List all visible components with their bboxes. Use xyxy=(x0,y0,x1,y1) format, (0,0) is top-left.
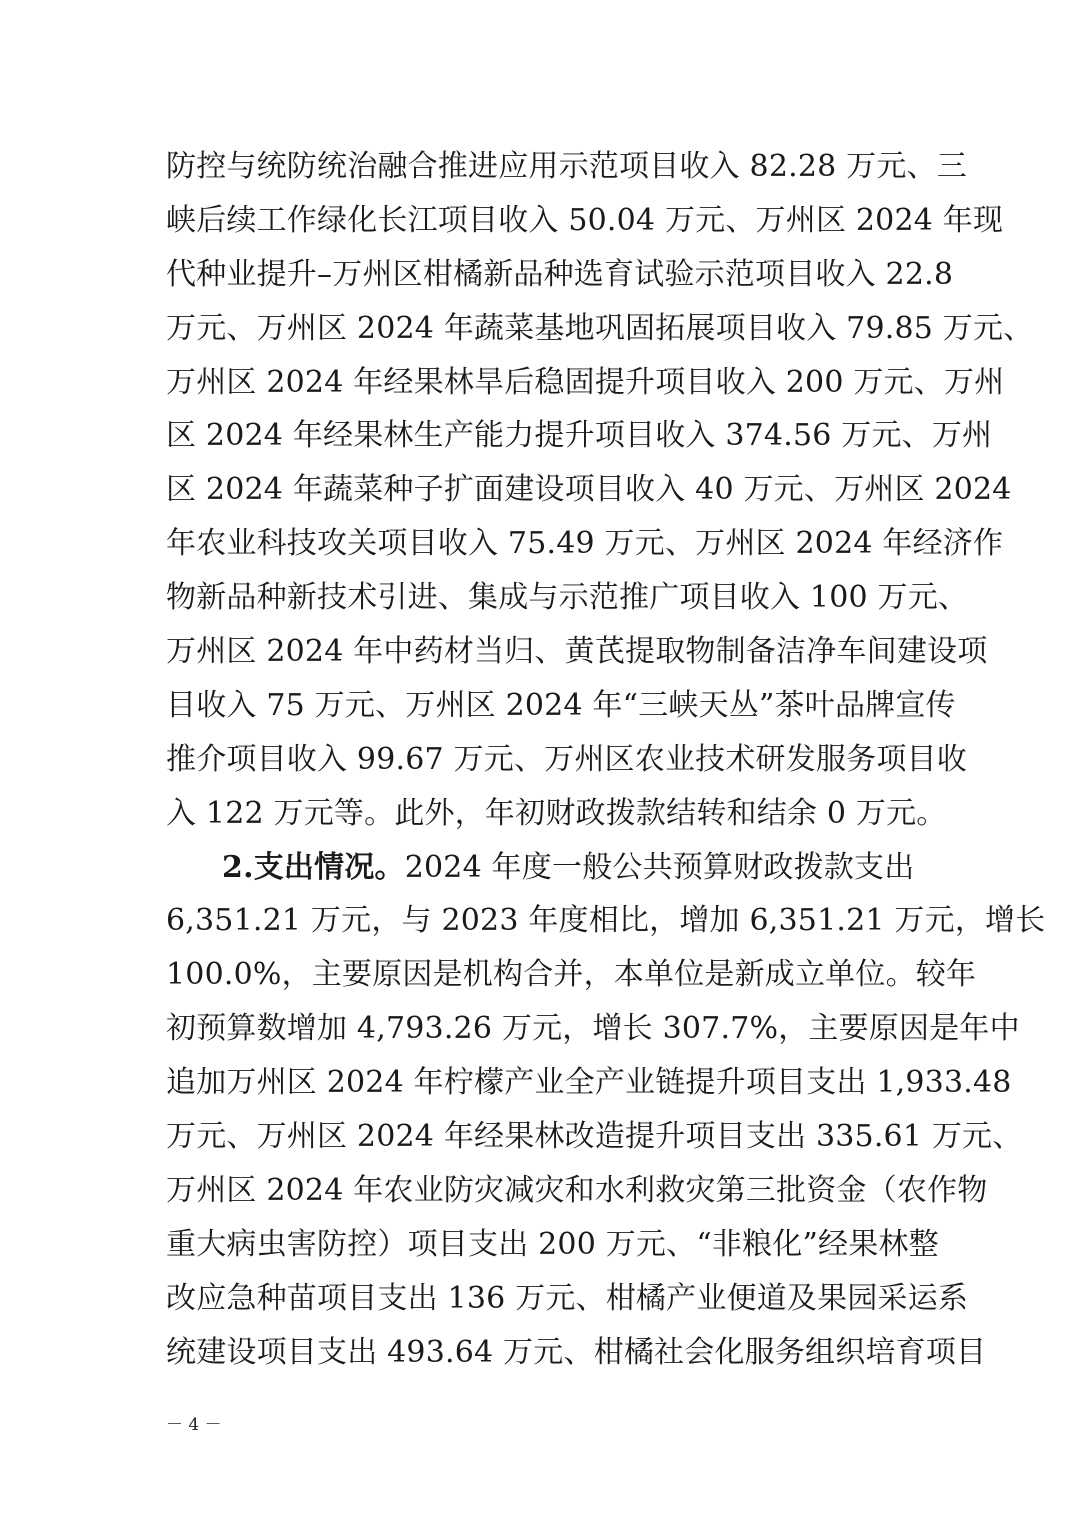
text-line: 初预算数增加 4,793.26 万元，增长 307.7%，主要原因是年中 xyxy=(166,1011,1020,1047)
text-line: 改应急种苗项目支出 136 万元、柑橘产业便道及果园采运系 xyxy=(166,1280,969,1316)
body-text xyxy=(166,140,1046,1379)
text-line: 区 2024 年经果林生产能力提升项目收入 374.56 万元、万州 xyxy=(166,418,993,454)
text-line: 100.0%，主要原因是机构合并，本单位是新成立单位。较年 xyxy=(166,957,977,993)
text-line: 目收入 75 万元、万州区 2024 年“三峡天丛”茶叶品牌宣传 xyxy=(166,687,956,723)
text-line: 年农业科技攻关项目收入 75.49 万元、万州区 2024 年经济作 xyxy=(166,526,1004,562)
text-line: 万州区 2024 年农业防灾减灾和水利救灾第三批资金（农作物 xyxy=(166,1172,988,1208)
text-line: 入 122 万元等。此外，年初财政拨款结转和结余 0 万元。 xyxy=(166,795,947,831)
text-line: 6,351.21 万元，与 2023 年度相比，增加 6,351.21 万元，增长 xyxy=(166,903,1046,939)
text-line: 追加万州区 2024 年柠檬产业全产业链提升项目支出 1,933.48 xyxy=(166,1065,1012,1101)
text-line: 区 2024 年蔬菜种子扩面建设项目收入 40 万元、万州区 2024 xyxy=(166,472,1012,508)
text-line: 万元、万州区 2024 年蔬菜基地巩固拓展项目收入 79.85 万元、 xyxy=(166,310,1034,346)
text-line: 代种业提升–万州区柑橘新品种选育试验示范项目收入 22.8 xyxy=(166,256,954,292)
text-line: 防控与统防统治融合推进应用示范项目收入 82.28 万元、三 xyxy=(166,149,967,184)
text-line: 万元、万州区 2024 年经果林改造提升项目支出 335.61 万元、 xyxy=(166,1119,1023,1155)
paragraph-first-line xyxy=(166,841,914,895)
text-line: 万州区 2024 年经果林旱后稳固提升项目收入 200 万元、万州 xyxy=(166,364,1005,400)
text-line: 重大病虫害防控）项目支出 200 万元、“非粮化”经果林整 xyxy=(166,1226,939,1262)
section-heading: 2.支出情况。 xyxy=(222,849,405,885)
page-number: － 4 － xyxy=(166,1415,222,1435)
text-line: 推介项目收入 99.67 万元、万州区农业技术研发服务项目收 xyxy=(166,741,967,777)
text-line: 万州区 2024 年中药材当归、黄芪提取物制备洁净车间建设项 xyxy=(166,634,988,670)
text-line: 峡后续工作绿化长江项目收入 50.04 万元、万州区 2024 年现 xyxy=(166,202,1004,238)
text-run: 2024 年度一般公共预算财政拨款支出 xyxy=(404,849,915,885)
text-line: 物新品种新技术引进、集成与示范推广项目收入 100 万元、 xyxy=(166,580,969,616)
text-line: 统建设项目支出 493.64 万元、柑橘社会化服务组织培育项目 xyxy=(166,1334,987,1370)
